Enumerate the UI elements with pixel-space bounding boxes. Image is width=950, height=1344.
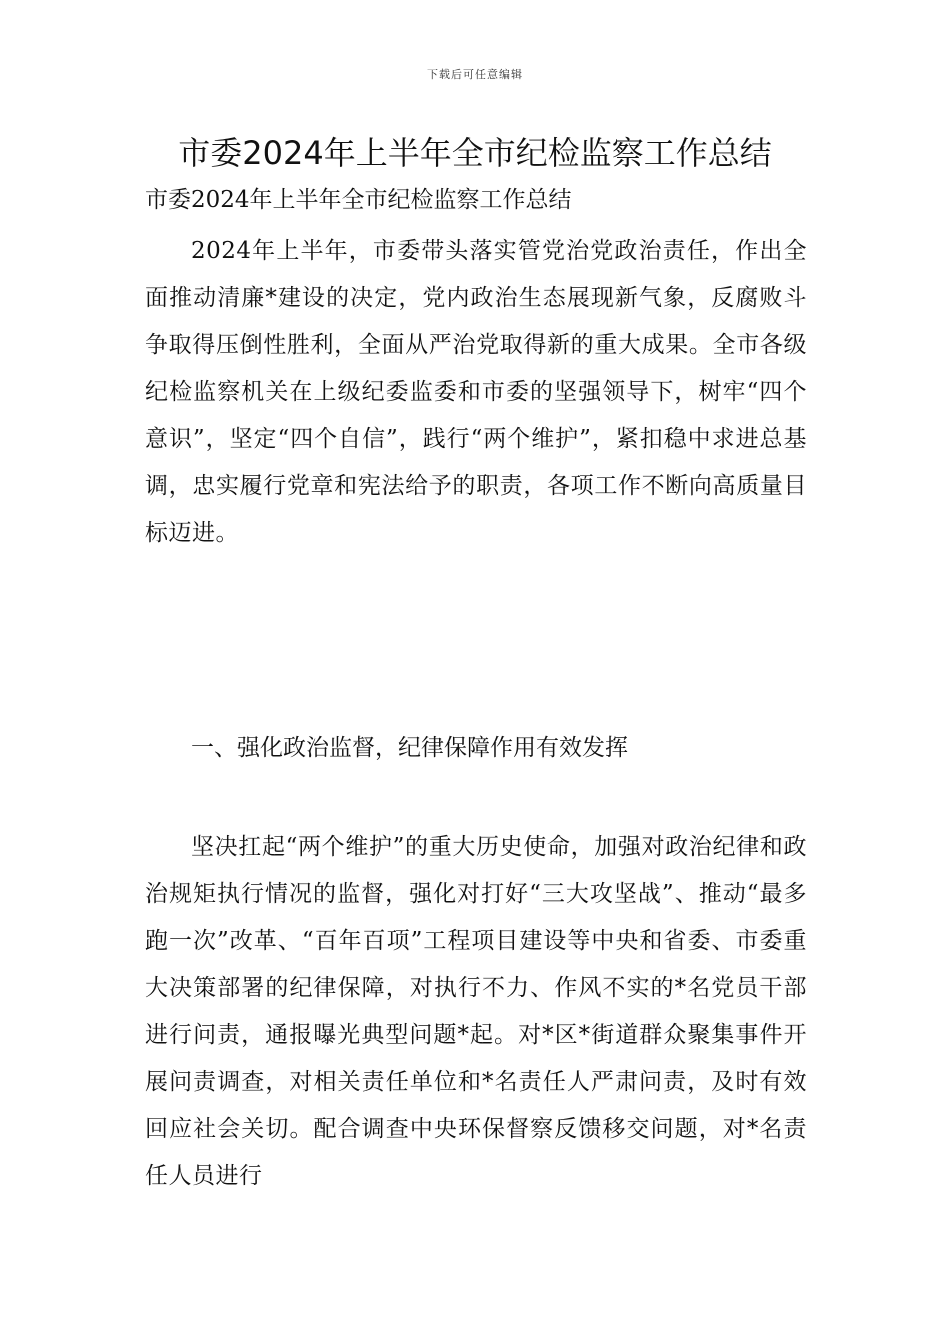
header-note: 下载后可任意编辑 (427, 68, 523, 81)
section-1-paragraph: 坚决扛起“两个维护”的重大历史使命，加强对政治纪律和政治规矩执行情况的监督，强化对打好“三大攻坚战”、推动“最多跑一次”改革、“百年百项”工程项目建设等中央和省委、市委重大决策部署的纪律保障，对执行不力、作风不实的*名党员干部进行问责，通报曝光典型问题*起。对*区*街道群众聚集事件开展问责调查，对相关责任单位和*名责任人严肃问责，及时有效回应社会关切。配合调查中央环保督察反馈移交问题，对*名责任人员进行 (145, 834, 807, 1189)
intro-paragraph: 2024年上半年，市委带头落实管党治党政治责任，作出全面推动清廉*建设的决定，党内政治生态展现新气象，反腐败斗争取得压倒性胜利，全面从严治党取得新的重大成果。全市各级纪检监察机关在上级纪委监委和市委的坚强领导下，树牢“四个意识”，坚定“四个自信”，践行“两个维护”，紧扣稳中求进总基调，忠实履行党章和宪法给予的职责，各项工作不断向高质量目标迈进。 (145, 238, 807, 546)
document-title: 市委2024年上半年全市纪检监察工作总结 (178, 134, 772, 172)
section-heading-1: 一、强化政治监督，纪律保障作用有效发挥 (191, 735, 628, 761)
document-subtitle: 市委2024年上半年全市纪检监察工作总结 (145, 187, 572, 213)
